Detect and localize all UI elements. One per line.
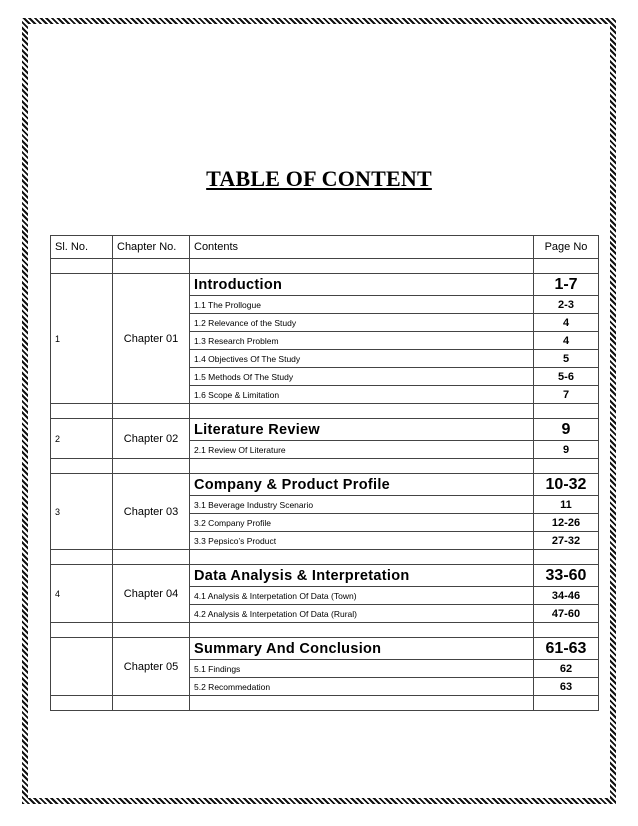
section-title: 1.5 Methods Of The Study: [190, 368, 534, 386]
section-page: 11: [534, 496, 599, 514]
chapter-number: Chapter 02: [113, 419, 190, 459]
section-title: 1.6 Scope & Limitation: [190, 386, 534, 404]
section-page: 7: [534, 386, 599, 404]
spacer-row: [51, 696, 599, 711]
empty-cell: [51, 459, 113, 474]
chapter-number: Chapter 04: [113, 565, 190, 623]
empty-cell: [190, 259, 534, 274]
serial-number: [51, 638, 113, 696]
header-row: [51, 236, 599, 259]
chapter-pages: 1-7: [534, 274, 599, 296]
section-title: 5.2 Recommedation: [190, 678, 534, 696]
section-title: 3.3 Pepsico’s Product: [190, 532, 534, 550]
chapter-pages: 61-63: [534, 638, 599, 660]
section-title: 2.1 Review Of Literature: [190, 441, 534, 459]
empty-cell: [534, 696, 599, 711]
section-page: 34-46: [534, 587, 599, 605]
empty-cell: [51, 404, 113, 419]
empty-cell: [534, 459, 599, 474]
empty-cell: [190, 550, 534, 565]
chapter-row: [51, 419, 599, 441]
empty-cell: [113, 459, 190, 474]
section-page: 27-32: [534, 532, 599, 550]
chapter-row: [51, 638, 599, 660]
empty-cell: [51, 623, 113, 638]
empty-cell: [51, 259, 113, 274]
empty-cell: [534, 404, 599, 419]
empty-cell: [51, 550, 113, 565]
serial-number: 2: [51, 419, 113, 459]
chapter-title: Introduction: [190, 274, 534, 296]
chapter-number: Chapter 01: [113, 274, 190, 404]
section-title: 4.1 Analysis & Interpetation Of Data (Town): [190, 587, 534, 605]
spacer-row: [51, 459, 599, 474]
serial-number: 4: [51, 565, 113, 623]
spacer-row: [51, 259, 599, 274]
serial-number: 1: [51, 274, 113, 404]
empty-cell: [113, 623, 190, 638]
section-title: 3.2 Company Profile: [190, 514, 534, 532]
toc-table: [50, 235, 599, 711]
empty-cell: [190, 404, 534, 419]
empty-cell: [534, 550, 599, 565]
chapter-pages: 9: [534, 419, 599, 441]
header-sl: Sl. No.: [51, 236, 113, 259]
empty-cell: [113, 550, 190, 565]
chapter-title: Literature Review: [190, 419, 534, 441]
section-page: 4: [534, 332, 599, 350]
chapter-title: Summary And Conclusion: [190, 638, 534, 660]
section-page: 5: [534, 350, 599, 368]
section-title: 1.4 Objectives Of The Study: [190, 350, 534, 368]
chapter-pages: 10-32: [534, 474, 599, 496]
empty-cell: [534, 623, 599, 638]
section-page: 2-3: [534, 296, 599, 314]
header-contents: Contents: [190, 236, 534, 259]
chapter-row: [51, 274, 599, 296]
chapter-row: [51, 565, 599, 587]
serial-number: 3: [51, 474, 113, 550]
chapter-number: Chapter 03: [113, 474, 190, 550]
spacer-row: [51, 404, 599, 419]
empty-cell: [190, 623, 534, 638]
empty-cell: [51, 696, 113, 711]
section-title: 1.2 Relevance of the Study: [190, 314, 534, 332]
section-page: 9: [534, 441, 599, 459]
section-title: 3.1 Beverage Industry Scenario: [190, 496, 534, 514]
section-title: 1.3 Research Problem: [190, 332, 534, 350]
section-page: 62: [534, 660, 599, 678]
section-page: 12-26: [534, 514, 599, 532]
empty-cell: [113, 404, 190, 419]
chapter-title: Company & Product Profile: [190, 474, 534, 496]
header-page: Page No: [534, 236, 599, 259]
chapter-title: Data Analysis & Interpretation: [190, 565, 534, 587]
section-page: 63: [534, 678, 599, 696]
empty-cell: [113, 696, 190, 711]
chapter-pages: 33-60: [534, 565, 599, 587]
empty-cell: [190, 696, 534, 711]
section-title: 5.1 Findings: [190, 660, 534, 678]
section-title: 4.2 Analysis & Interpetation Of Data (Rural): [190, 605, 534, 623]
chapter-row: [51, 474, 599, 496]
empty-cell: [534, 259, 599, 274]
page-title: TABLE OF CONTENT: [206, 166, 432, 191]
chapter-number: Chapter 05: [113, 638, 190, 696]
section-title: 1.1 The Prollogue: [190, 296, 534, 314]
empty-cell: [190, 459, 534, 474]
section-page: 4: [534, 314, 599, 332]
empty-cell: [113, 259, 190, 274]
section-page: 47-60: [534, 605, 599, 623]
header-chapter: Chapter No.: [113, 236, 190, 259]
spacer-row: [51, 623, 599, 638]
spacer-row: [51, 550, 599, 565]
section-page: 5-6: [534, 368, 599, 386]
